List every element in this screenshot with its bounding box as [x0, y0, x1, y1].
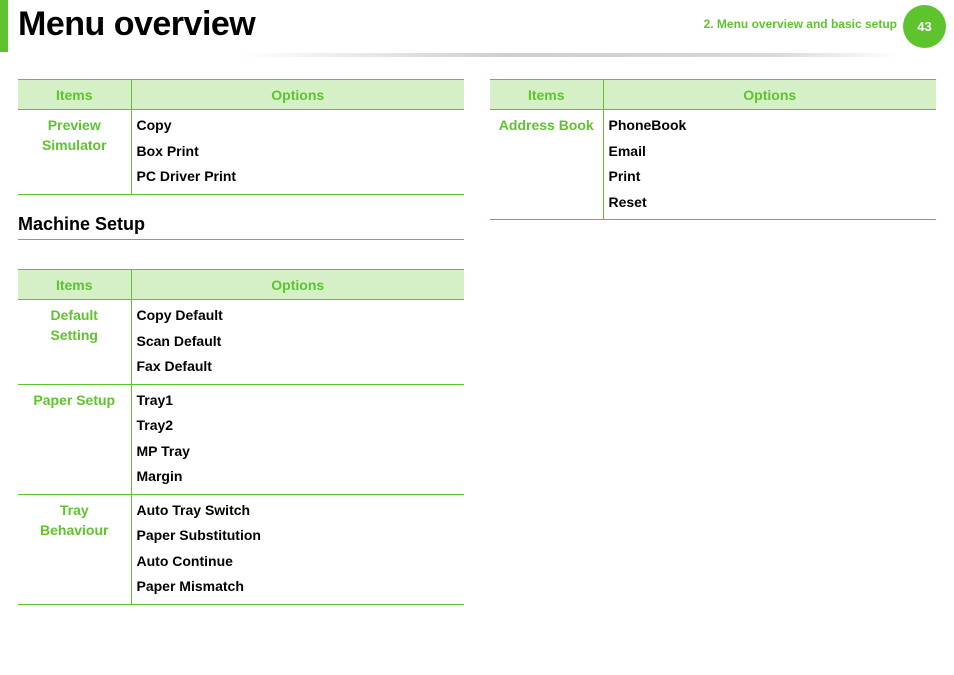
table-row [490, 110, 936, 220]
chapter-link[interactable]: 2. Menu overview and basic setup [703, 17, 897, 31]
preview-table [18, 79, 464, 195]
page-number-badge: 43 [903, 5, 946, 48]
option-phonebook[interactable]: PhoneBook [608, 117, 687, 133]
item-address-book[interactable]: Address Book [490, 110, 603, 220]
option-auto-continue[interactable]: Auto Continue [136, 552, 233, 569]
option-fax-default[interactable]: Fax Default [136, 358, 212, 374]
option-tray1[interactable]: Tray1 [136, 391, 174, 408]
page-title: Menu overview [18, 5, 256, 43]
column-header-options: Options [603, 80, 936, 110]
options-cell [131, 300, 464, 385]
option-paper-substitution[interactable]: Paper Substitution [136, 527, 261, 543]
column-header-options: Options [131, 80, 464, 110]
item-tray-behaviour[interactable]: Tray Behaviour [18, 494, 131, 604]
option-mp-tray[interactable]: MP Tray [136, 442, 190, 459]
options-cell [131, 494, 464, 604]
table-row [18, 494, 464, 604]
table-header-row [490, 80, 936, 110]
column-header-items: Items [18, 270, 131, 300]
column-header-items: Items [18, 80, 131, 110]
option-copy[interactable]: Copy [136, 117, 172, 133]
options-cell [131, 110, 464, 195]
header-accent-bar [0, 0, 8, 52]
option-email[interactable]: Email [608, 142, 646, 159]
section-heading-machine-setup: Machine Setup [18, 212, 464, 240]
item-preview-simulator[interactable]: Preview Simulator [18, 110, 131, 195]
table-row [18, 110, 464, 195]
machine-setup-table [18, 269, 464, 605]
address-book-table [490, 79, 936, 220]
option-pc-driver-print[interactable]: PC Driver Print [136, 168, 237, 184]
options-cell [131, 384, 464, 494]
table-header-row [18, 80, 464, 110]
column-header-items: Items [490, 80, 603, 110]
column-header-options: Options [131, 270, 464, 300]
table-row [18, 300, 464, 385]
table-row [18, 384, 464, 494]
header-divider [240, 53, 900, 57]
option-scan-default[interactable]: Scan Default [136, 332, 222, 349]
option-tray2[interactable]: Tray2 [136, 417, 174, 433]
option-box-print[interactable]: Box Print [136, 142, 199, 159]
option-reset[interactable]: Reset [608, 193, 647, 210]
options-cell [603, 110, 936, 220]
item-default-setting[interactable]: Default Setting [18, 300, 131, 385]
option-print[interactable]: Print [608, 168, 641, 184]
option-copy-default[interactable]: Copy Default [136, 307, 223, 323]
item-paper-setup[interactable]: Paper Setup [18, 384, 131, 494]
option-auto-tray-switch[interactable]: Auto Tray Switch [136, 501, 251, 518]
option-paper-mismatch[interactable]: Paper Mismatch [136, 578, 244, 594]
option-margin[interactable]: Margin [136, 468, 183, 484]
table-header-row [18, 270, 464, 300]
